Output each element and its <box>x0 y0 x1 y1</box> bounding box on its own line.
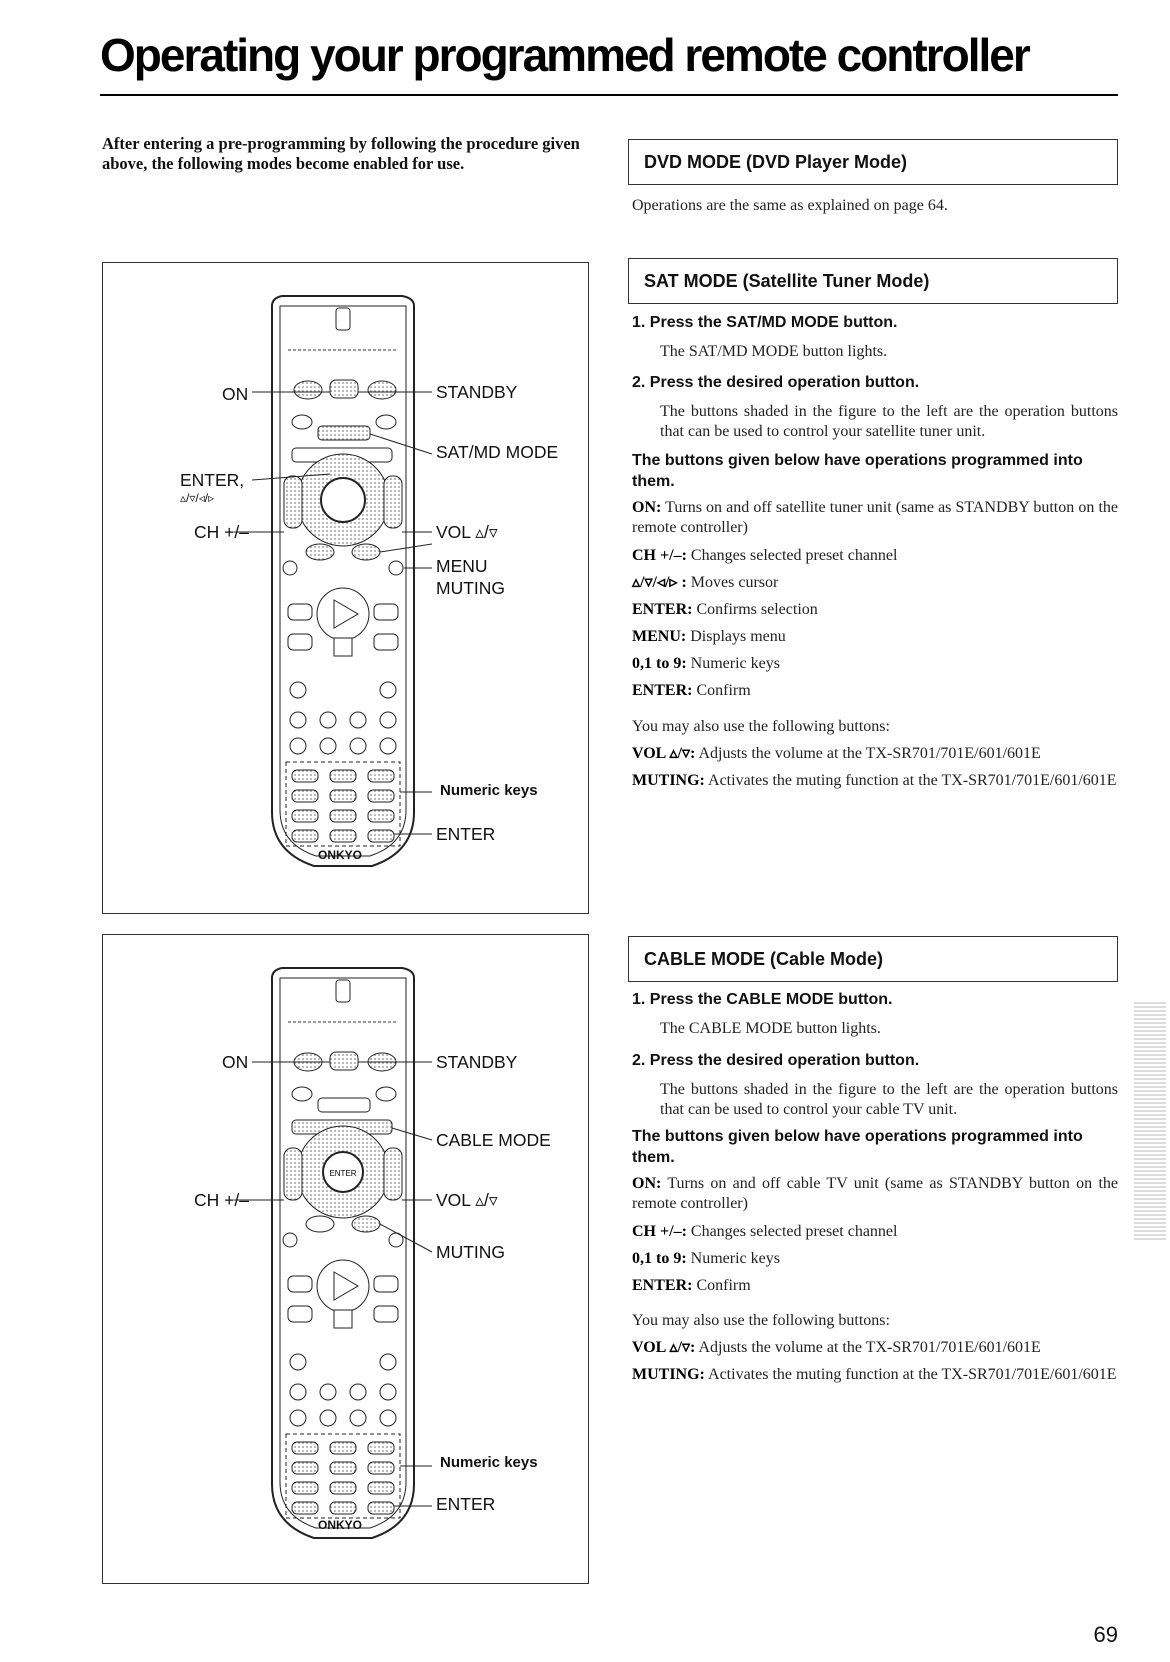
item-desc: Turns on and off satellite tuner unit (same as STANDBY button on the remote controller) <box>632 499 1118 536</box>
label-muting: MUTING <box>436 1242 506 1262</box>
brand-logo: ONKYO <box>318 1518 363 1532</box>
item-key: MENU: <box>632 628 687 645</box>
item-key: CH +/–: <box>632 1223 687 1240</box>
item-key: ENTER: <box>632 1277 693 1294</box>
sat-programmed-heading: The buttons given below have operations programmed into them. <box>632 452 1083 490</box>
side-tab <box>1134 1000 1166 1240</box>
cable-step1-text: The CABLE MODE button lights. <box>660 1020 881 1037</box>
remote-illustration-cable <box>102 934 589 1584</box>
cable-step1: 1. Press the CABLE MODE button. <box>632 991 893 1008</box>
item-desc: Numeric keys <box>690 655 780 672</box>
sat-item <box>632 546 897 566</box>
cable-also-item <box>632 1338 1118 1358</box>
item-key: 0,1 to 9: <box>632 1250 687 1267</box>
sat-item <box>632 654 780 674</box>
item-key: ENTER: <box>632 682 693 699</box>
intro-text: After entering a pre-programming by following the procedure given above, the following modes become enabled for use. <box>102 134 580 173</box>
item-desc: Activates the muting function at the TX-SR701/701E/601/601E <box>708 1366 1117 1383</box>
title-rule <box>100 94 1118 96</box>
sat-also-item <box>632 771 1118 791</box>
sat-item <box>632 600 818 620</box>
sat-item <box>632 573 778 593</box>
item-desc: Adjusts the volume at the TX-SR701/701E/601/601E <box>698 1339 1041 1356</box>
remote-illustration-sat <box>102 262 589 914</box>
sat-item <box>632 498 1118 538</box>
item-desc: Confirm <box>696 1277 751 1294</box>
label-enter-key: ENTER <box>436 1494 496 1514</box>
sat-mode-heading: SAT MODE (Satellite Tuner Mode) <box>628 258 1118 304</box>
sat-step1-text: The SAT/MD MODE button lights. <box>660 343 888 360</box>
sat-item <box>632 627 786 647</box>
cable-item <box>632 1276 751 1296</box>
item-desc: Turns on and off cable TV unit (same as STANDBY button on the remote controller) <box>632 1175 1118 1212</box>
item-key: ON: <box>632 1175 662 1192</box>
item-desc: Numeric keys <box>690 1250 780 1267</box>
label-standby: STANDBY <box>436 382 518 402</box>
sat-item <box>632 681 751 701</box>
item-key: CH +/–: <box>632 547 687 564</box>
label-vol: VOL ▵/▿ <box>436 1190 498 1210</box>
cable-step2: 2. Press the desired operation button. <box>632 1052 920 1069</box>
cable-item <box>632 1222 897 1242</box>
label-cable-mode: CABLE MODE <box>436 1130 551 1150</box>
item-desc: Changes selected preset channel <box>690 547 898 564</box>
enter-key-text: ENTER <box>329 1169 357 1178</box>
label-on: ON <box>222 1052 249 1072</box>
dvd-mode-heading: DVD MODE (DVD Player Mode) <box>628 139 1118 185</box>
item-desc: Confirms selection <box>696 601 818 618</box>
item-desc: Displays menu <box>690 628 786 645</box>
cable-step2-text: The buttons shaded in the figure to the left are the operation buttons that can be used to control your cable TV unit. <box>660 1081 1118 1118</box>
item-key: ▵/▿/◃/▹ : <box>632 574 687 591</box>
cable-mode-heading: CABLE MODE (Cable Mode) <box>628 936 1118 982</box>
label-numeric-keys: Numeric keys <box>440 1454 538 1471</box>
sat-also-text: You may also use the following buttons: <box>632 718 890 735</box>
cable-also-item <box>632 1365 1118 1385</box>
item-key: VOL ▵/▿: <box>632 1339 696 1356</box>
label-arrows: ▵/▿/◃/▹ <box>180 491 215 505</box>
label-ch: CH +/– <box>194 1190 249 1210</box>
item-key: ENTER: <box>632 601 693 618</box>
item-key: MUTING: <box>632 772 705 789</box>
item-key: MUTING: <box>632 1366 705 1383</box>
brand-logo: ONKYO <box>318 848 363 862</box>
item-key: VOL ▵/▿: <box>632 745 696 762</box>
item-desc: Adjusts the volume at the TX-SR701/701E/601/601E <box>698 745 1041 762</box>
item-key: ON: <box>632 499 662 516</box>
label-sat-md-mode: SAT/MD MODE <box>436 442 559 462</box>
sat-step2: 2. Press the desired operation button. <box>632 374 920 391</box>
label-enter-key: ENTER <box>436 824 496 844</box>
item-desc: Moves cursor <box>690 574 779 591</box>
sat-also-item <box>632 744 1118 764</box>
cable-item <box>632 1174 1118 1214</box>
item-desc: Changes selected preset channel <box>690 1223 898 1240</box>
label-numeric-keys: Numeric keys <box>440 782 538 799</box>
label-enter: ENTER, <box>180 470 245 490</box>
label-menu: MENU <box>436 556 488 576</box>
label-on: ON <box>222 384 249 404</box>
cable-programmed-heading: The buttons given below have operations programmed into them. <box>632 1128 1083 1166</box>
cable-item <box>632 1249 780 1269</box>
label-vol: VOL ▵/▿ <box>436 522 498 542</box>
label-muting: MUTING <box>436 578 506 598</box>
sat-step2-text: The buttons shaded in the figure to the left are the operation buttons that can be used to control your satellite tuner unit. <box>660 403 1118 440</box>
page-title: Operating your programmed remote controller <box>100 29 1029 81</box>
dvd-mode-text: Operations are the same as explained on page 64. <box>632 197 948 214</box>
label-standby: STANDBY <box>436 1052 518 1072</box>
item-desc: Activates the muting function at the TX-SR701/701E/601/601E <box>708 772 1117 789</box>
sat-step1: 1. Press the SAT/MD MODE button. <box>632 314 898 331</box>
page-number: 69 <box>1093 1622 1118 1647</box>
item-key: 0,1 to 9: <box>632 655 687 672</box>
item-desc: Confirm <box>696 682 751 699</box>
cable-also-text: You may also use the following buttons: <box>632 1312 890 1329</box>
label-ch: CH +/– <box>194 522 249 542</box>
